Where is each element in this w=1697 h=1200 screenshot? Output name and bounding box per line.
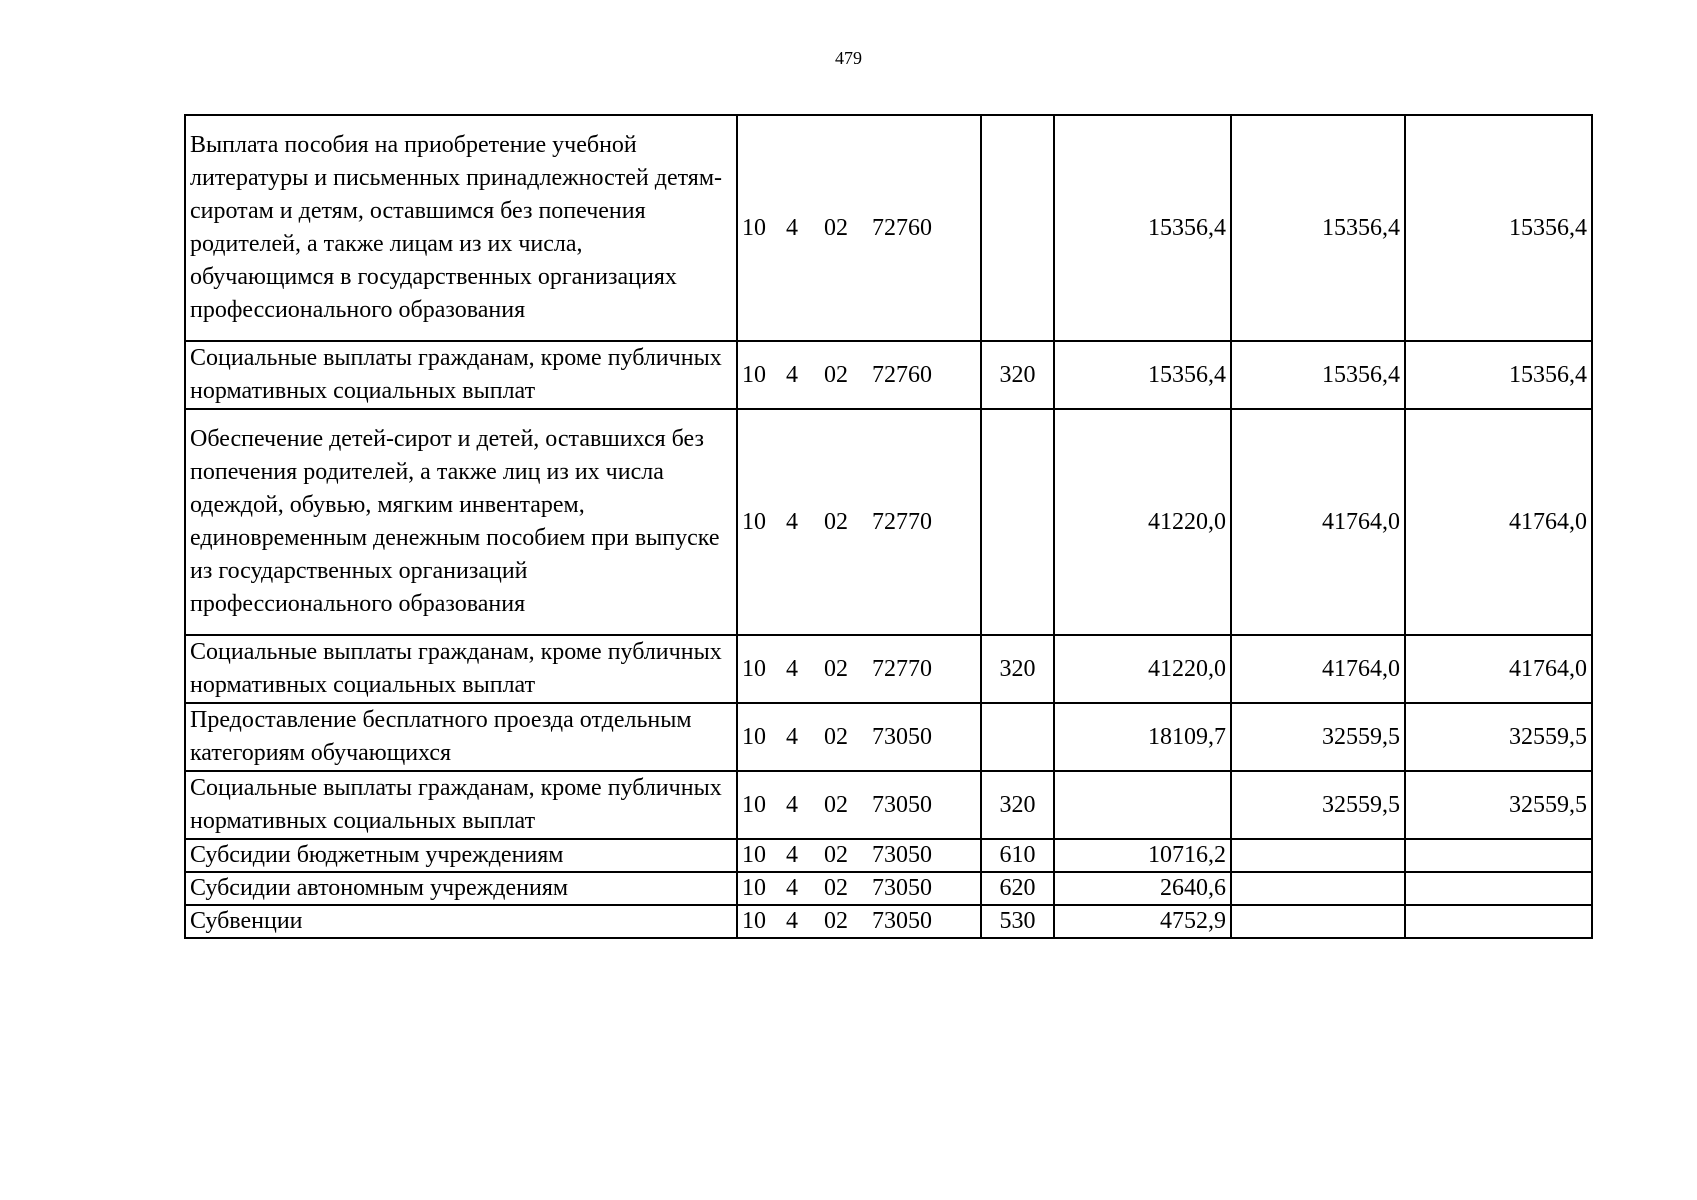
amount-year-2: 15356,4	[1231, 115, 1405, 341]
direction-code: 72770	[872, 508, 932, 535]
budget-table	[184, 114, 1593, 939]
amount-year-3: 41764,0	[1405, 409, 1592, 635]
classification-code	[737, 872, 981, 905]
classification-code	[737, 905, 981, 938]
amount-year-3: 15356,4	[1405, 341, 1592, 409]
amount-year-1: 10716,2	[1054, 839, 1231, 872]
program-code: 02	[824, 842, 848, 868]
program-code: 02	[824, 508, 848, 535]
amount-year-1: 2640,6	[1054, 872, 1231, 905]
table-row	[185, 839, 1592, 872]
classification-code	[737, 839, 981, 872]
expense-type-code	[981, 703, 1054, 771]
direction-code: 73050	[872, 723, 932, 750]
amount-year-3: 15356,4	[1405, 115, 1592, 341]
program-code: 02	[824, 214, 848, 241]
subsection-code: 4	[786, 875, 798, 901]
amount-year-1: 41220,0	[1054, 635, 1231, 703]
table-row	[185, 771, 1592, 839]
subsection-code: 4	[786, 723, 798, 750]
program-code: 02	[824, 791, 848, 818]
expense-type-code: 620	[981, 872, 1054, 905]
row-description: Социальные выплаты гражданам, кроме публичных нормативных социальных выплат	[185, 635, 737, 703]
subsection-code: 4	[786, 842, 798, 868]
row-description: Социальные выплаты гражданам, кроме публичных нормативных социальных выплат	[185, 771, 737, 839]
table-row	[185, 872, 1592, 905]
row-description: Выплата пособия на приобретение учебной литературы и письменных принадлежностей детям-сиротам и детям, оставшимся без попечения родителей, а также лицам из их числа, обучающимся в государственных организациях профессионального образования	[185, 115, 737, 341]
expense-type-code	[981, 115, 1054, 341]
row-description: Субвенции	[185, 905, 737, 938]
row-description: Предоставление бесплатного проезда отдельным категориям обучающихся	[185, 703, 737, 771]
direction-code: 72760	[872, 361, 932, 388]
section-code: 10	[742, 791, 766, 818]
amount-year-1: 4752,9	[1054, 905, 1231, 938]
program-code: 02	[824, 655, 848, 682]
amount-year-2: 32559,5	[1231, 703, 1405, 771]
table-row	[185, 905, 1592, 938]
subsection-code: 4	[786, 361, 798, 388]
direction-code: 72770	[872, 655, 932, 682]
program-code: 02	[824, 361, 848, 388]
amount-year-2: 41764,0	[1231, 409, 1405, 635]
table-row	[185, 703, 1592, 771]
expense-type-code	[981, 409, 1054, 635]
section-code: 10	[742, 875, 766, 901]
program-code: 02	[824, 908, 848, 934]
amount-year-1: 15356,4	[1054, 115, 1231, 341]
amount-year-2	[1231, 905, 1405, 938]
section-code: 10	[742, 655, 766, 682]
classification-code	[737, 115, 981, 341]
direction-code: 73050	[872, 875, 932, 901]
direction-code: 73050	[872, 842, 932, 868]
row-description: Обеспечение детей-сирот и детей, оставшихся без попечения родителей, а также лиц из их числа одеждой, обувью, мягким инвентарем, единовременным денежным пособием при выпуске из государственных организаций профессионального образования	[185, 409, 737, 635]
subsection-code: 4	[786, 908, 798, 934]
direction-code: 73050	[872, 908, 932, 934]
row-description: Субсидии бюджетным учреждениям	[185, 839, 737, 872]
section-code: 10	[742, 842, 766, 868]
amount-year-3: 32559,5	[1405, 703, 1592, 771]
row-description: Социальные выплаты гражданам, кроме публичных нормативных социальных выплат	[185, 341, 737, 409]
expense-type-code: 530	[981, 905, 1054, 938]
page-number: 479	[835, 48, 862, 68]
section-code: 10	[742, 508, 766, 535]
amount-year-1: 18109,7	[1054, 703, 1231, 771]
amount-year-1: 15356,4	[1054, 341, 1231, 409]
direction-code: 72760	[872, 214, 932, 241]
program-code: 02	[824, 723, 848, 750]
expense-type-code: 320	[981, 341, 1054, 409]
section-code: 10	[742, 214, 766, 241]
row-description: Субсидии автономным учреждениям	[185, 872, 737, 905]
subsection-code: 4	[786, 655, 798, 682]
amount-year-2	[1231, 839, 1405, 872]
amount-year-3: 32559,5	[1405, 771, 1592, 839]
subsection-code: 4	[786, 214, 798, 241]
table-row	[185, 409, 1592, 635]
amount-year-1	[1054, 771, 1231, 839]
section-code: 10	[742, 908, 766, 934]
classification-code	[737, 771, 981, 839]
amount-year-2	[1231, 872, 1405, 905]
table-row	[185, 635, 1592, 703]
amount-year-2: 32559,5	[1231, 771, 1405, 839]
section-code: 10	[742, 361, 766, 388]
classification-code	[737, 635, 981, 703]
amount-year-3	[1405, 872, 1592, 905]
expense-type-code: 320	[981, 635, 1054, 703]
program-code: 02	[824, 875, 848, 901]
subsection-code: 4	[786, 791, 798, 818]
amount-year-2: 15356,4	[1231, 341, 1405, 409]
expense-type-code: 610	[981, 839, 1054, 872]
table-row	[185, 341, 1592, 409]
classification-code	[737, 409, 981, 635]
amount-year-3	[1405, 839, 1592, 872]
amount-year-3	[1405, 905, 1592, 938]
section-code: 10	[742, 723, 766, 750]
classification-code	[737, 703, 981, 771]
direction-code: 73050	[872, 791, 932, 818]
amount-year-2: 41764,0	[1231, 635, 1405, 703]
amount-year-3: 41764,0	[1405, 635, 1592, 703]
subsection-code: 4	[786, 508, 798, 535]
expense-type-code: 320	[981, 771, 1054, 839]
table-row	[185, 115, 1592, 341]
amount-year-1: 41220,0	[1054, 409, 1231, 635]
classification-code	[737, 341, 981, 409]
